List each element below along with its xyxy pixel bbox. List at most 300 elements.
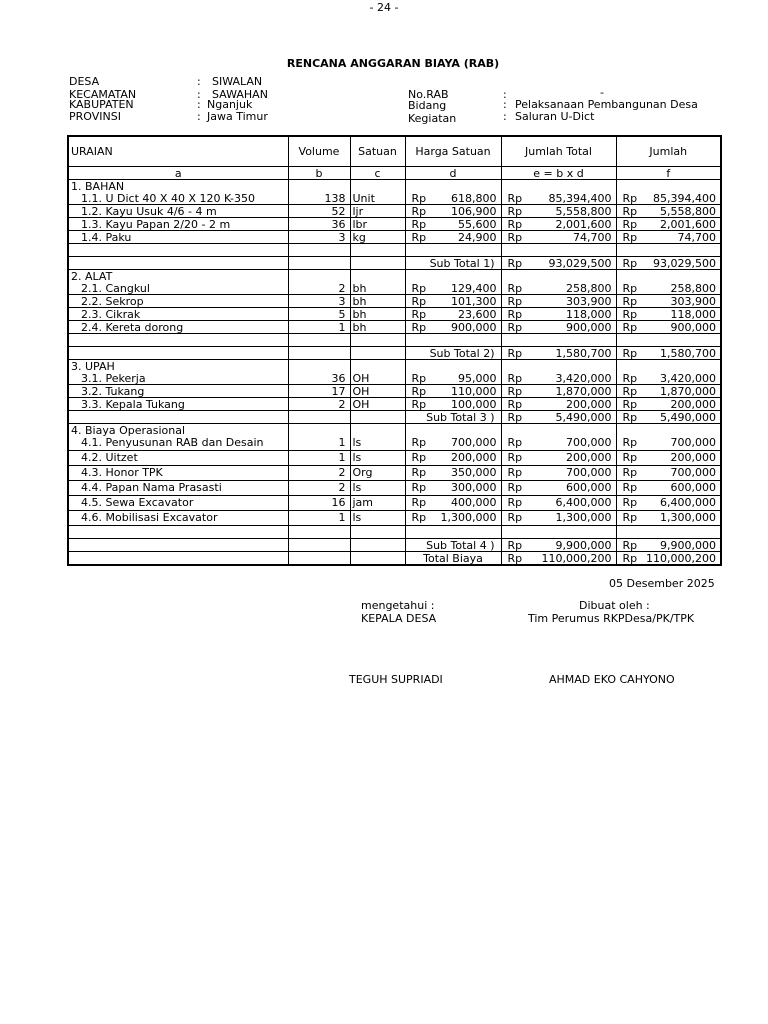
table-row (68, 372, 721, 385)
currency-label: Rp (622, 538, 638, 552)
currency-label: Rp (411, 294, 427, 308)
currency-label: Rp (622, 192, 638, 205)
item-jumlah-value: 303,900 (670, 294, 716, 308)
currency-label: Rp (507, 466, 523, 479)
currency-label: Rp (411, 282, 427, 295)
currency-label: Rp (622, 294, 638, 308)
item-uraian: 4.1. Penyusunan RAB dan Desain (68, 436, 288, 451)
item-jumlah (616, 481, 721, 496)
item-satuan: OH (350, 372, 405, 385)
subtotal-total-value: 1,580,700 (555, 346, 612, 360)
item-total-value: 900,000 (566, 320, 612, 334)
item-volume: 1 (288, 511, 350, 526)
item-total-value: 3,420,000 (555, 372, 612, 385)
header-label-provinsi: PROVINSI (69, 110, 121, 123)
currency-label: Rp (622, 230, 638, 244)
item-jumlah-value: 700,000 (670, 466, 716, 479)
empty-cell (405, 526, 501, 539)
currency-label: Rp (622, 410, 638, 424)
item-uraian: 4.4. Papan Nama Prasasti (68, 481, 288, 496)
item-jumlah-value: 118,000 (670, 307, 716, 321)
table-row (68, 192, 721, 205)
subtotal-total (501, 539, 616, 552)
header-value-kabupaten: Nganjuk (207, 98, 253, 111)
header-sep: : (197, 98, 201, 111)
empty-cell (405, 334, 501, 347)
empty-cell (68, 552, 288, 566)
currency-label: Rp (507, 397, 523, 411)
currency-label: Rp (507, 384, 523, 398)
item-satuan: Unit (350, 192, 405, 205)
item-satuan: ljr (350, 205, 405, 218)
empty-cell (350, 552, 405, 566)
empty-cell (616, 180, 721, 193)
item-satuan: bh (350, 282, 405, 295)
currency-label: Rp (411, 481, 427, 494)
empty-cell (288, 270, 350, 283)
col-letter: e = b x d (501, 167, 616, 180)
header-sep: : (197, 88, 201, 101)
empty-cell (501, 526, 616, 539)
item-satuan: bh (350, 321, 405, 334)
col-header-satuan: Satuan (350, 136, 405, 167)
item-volume: 2 (288, 398, 350, 411)
subtotal-jumlah-value: 1,580,700 (660, 346, 716, 360)
currency-label: Rp (507, 192, 523, 205)
item-jumlah-value: 600,000 (670, 481, 716, 494)
empty-cell (350, 257, 405, 270)
section-title: 4. Biaya Operasional (68, 424, 288, 437)
empty-cell (68, 411, 288, 424)
empty-cell (501, 360, 616, 373)
item-volume: 5 (288, 308, 350, 321)
empty-cell (68, 257, 288, 270)
item-total-value: 118,000 (566, 307, 612, 321)
currency-label: Rp (622, 204, 638, 218)
subtotal-jumlah-value: 9,900,000 (660, 538, 716, 552)
currency-label: Rp (622, 481, 638, 494)
empty-cell (350, 334, 405, 347)
currency-label: Rp (507, 436, 523, 449)
table-row (68, 295, 721, 308)
currency-label: Rp (411, 496, 427, 509)
item-uraian: 3.2. Tukang (68, 385, 288, 398)
item-harga (405, 218, 501, 231)
item-jumlah (616, 321, 721, 334)
item-satuan: lbr (350, 218, 405, 231)
currency-label: Rp (411, 217, 427, 231)
col-letter: c (350, 167, 405, 180)
section-heading-row (68, 424, 721, 437)
empty-cell (501, 244, 616, 257)
item-harga (405, 295, 501, 308)
empty-cell (288, 411, 350, 424)
currency-label: Rp (507, 230, 523, 244)
table-row (68, 511, 721, 526)
currency-label: Rp (411, 320, 427, 334)
currency-label: Rp (622, 466, 638, 479)
currency-label: Rp (507, 256, 523, 270)
signature-date: 05 Desember 2025 (609, 577, 715, 590)
item-total-value: 303,900 (566, 294, 612, 308)
empty-cell (350, 539, 405, 552)
currency-label: Rp (411, 451, 427, 464)
subtotal-jumlah-value: 93,029,500 (653, 256, 716, 270)
item-total (501, 231, 616, 244)
item-jumlah-value: 6,400,000 (660, 496, 716, 509)
empty-cell (405, 424, 501, 437)
section-title: 2. ALAT (68, 270, 288, 283)
left-signature-name: TEGUH SUPRIADI (349, 673, 443, 686)
currency-label: Rp (622, 384, 638, 398)
item-jumlah (616, 372, 721, 385)
item-total-value: 700,000 (566, 466, 612, 479)
item-harga-value: 300,000 (451, 481, 497, 494)
subtotal-jumlah (616, 257, 721, 270)
empty-cell (68, 526, 288, 539)
blank-row (68, 244, 721, 257)
subtotal-jumlah (616, 539, 721, 552)
currency-label: Rp (507, 320, 523, 334)
item-jumlah (616, 192, 721, 205)
col-letter: a (68, 167, 288, 180)
item-satuan: kg (350, 231, 405, 244)
item-total-value: 6,400,000 (555, 496, 612, 509)
item-jumlah (616, 295, 721, 308)
item-uraian: 2.1. Cangkul (68, 282, 288, 295)
item-satuan: OH (350, 385, 405, 398)
empty-cell (350, 270, 405, 283)
table-row (68, 496, 721, 511)
item-volume: 36 (288, 372, 350, 385)
item-jumlah (616, 282, 721, 295)
item-jumlah (616, 385, 721, 398)
currency-label: Rp (507, 294, 523, 308)
rab-table-body (68, 180, 721, 566)
item-jumlah-value: 258,800 (670, 282, 716, 295)
empty-cell (405, 270, 501, 283)
blank-row (68, 526, 721, 539)
header-value-provinsi: Jawa Timur (207, 110, 268, 123)
item-jumlah (616, 205, 721, 218)
empty-cell (350, 244, 405, 257)
item-total (501, 496, 616, 511)
item-uraian: 2.4. Kereta dorong (68, 321, 288, 334)
table-row (68, 436, 721, 451)
item-total-value: 200,000 (566, 451, 612, 464)
item-jumlah (616, 398, 721, 411)
subtotal-row (68, 347, 721, 360)
item-harga-value: 129,400 (451, 282, 497, 295)
currency-label: Rp (411, 436, 427, 449)
currency-label: Rp (411, 466, 427, 479)
item-uraian: 2.3. Cikrak (68, 308, 288, 321)
table-row (68, 466, 721, 481)
item-harga-value: 23,600 (458, 307, 497, 321)
item-harga (405, 205, 501, 218)
currency-label: Rp (622, 496, 638, 509)
item-harga (405, 385, 501, 398)
item-uraian: 4.3. Honor TPK (68, 466, 288, 481)
item-harga-value: 110,000 (451, 384, 497, 398)
col-letter: b (288, 167, 350, 180)
empty-cell (350, 526, 405, 539)
item-volume: 138 (288, 192, 350, 205)
header-sep: : (197, 110, 201, 123)
item-harga-value: 400,000 (451, 496, 497, 509)
item-harga (405, 398, 501, 411)
item-jumlah-value: 700,000 (670, 436, 716, 449)
empty-cell (405, 180, 501, 193)
empty-cell (501, 270, 616, 283)
empty-cell (288, 539, 350, 552)
item-total-value: 2,001,600 (555, 217, 612, 231)
subtotal-label: Sub Total 3 ) (405, 411, 501, 424)
rab-table (67, 135, 722, 566)
item-jumlah-value: 1,870,000 (660, 384, 716, 398)
empty-cell (288, 552, 350, 566)
total-total (501, 552, 616, 566)
item-total-value: 85,394,400 (548, 192, 612, 205)
right-signature-role: Tim Perumus RKPDesa/PK/TPK (528, 612, 695, 625)
empty-cell (288, 257, 350, 270)
item-volume: 2 (288, 282, 350, 295)
item-harga (405, 321, 501, 334)
item-uraian: 1.1. U Dict 40 X 40 X 120 K-350 (68, 192, 288, 205)
col-letter: f (616, 167, 721, 180)
currency-label: Rp (507, 217, 523, 231)
item-uraian: 1.3. Kayu Papan 2/20 - 2 m (68, 218, 288, 231)
item-jumlah (616, 511, 721, 526)
item-total-value: 700,000 (566, 436, 612, 449)
item-total (501, 398, 616, 411)
table-header-row (68, 136, 721, 167)
item-volume: 1 (288, 321, 350, 334)
currency-label: Rp (411, 204, 427, 218)
empty-cell (501, 334, 616, 347)
item-jumlah (616, 231, 721, 244)
item-jumlah (616, 466, 721, 481)
currency-label: Rp (507, 346, 523, 360)
empty-cell (616, 526, 721, 539)
item-satuan: ls (350, 451, 405, 466)
item-total-value: 1,300,000 (555, 511, 612, 524)
header-sep: : (197, 75, 201, 88)
subtotal-row (68, 257, 721, 270)
item-jumlah (616, 496, 721, 511)
currency-label: Rp (411, 307, 427, 321)
item-satuan: jam (350, 496, 405, 511)
item-jumlah-value: 200,000 (670, 397, 716, 411)
item-jumlah (616, 308, 721, 321)
total-total-value: 110,000,200 (541, 551, 612, 565)
currency-label: Rp (622, 282, 638, 295)
header-sep: : (503, 110, 507, 123)
item-total (501, 481, 616, 496)
empty-cell (288, 360, 350, 373)
item-total (501, 205, 616, 218)
currency-label: Rp (622, 372, 638, 385)
item-jumlah-value: 5,558,800 (660, 204, 716, 218)
header-value-desa: SIWALAN (212, 75, 263, 88)
empty-cell (501, 424, 616, 437)
item-harga-value: 106,900 (451, 204, 497, 218)
empty-cell (288, 424, 350, 437)
table-row (68, 282, 721, 295)
item-harga-value: 618,800 (451, 192, 497, 205)
currency-label: Rp (622, 511, 638, 524)
table-row (68, 218, 721, 231)
item-volume: 2 (288, 481, 350, 496)
item-total (501, 436, 616, 451)
col-header-volume: Volume (288, 136, 350, 167)
item-satuan: OH (350, 398, 405, 411)
header-label-kecamatan: KECAMATAN (69, 88, 137, 101)
table-row (68, 451, 721, 466)
subtotal-jumlah (616, 347, 721, 360)
item-jumlah (616, 451, 721, 466)
currency-label: Rp (622, 436, 638, 449)
currency-label: Rp (507, 496, 523, 509)
header-value-kecamatan: SAWAHAN (212, 88, 268, 101)
empty-cell (501, 180, 616, 193)
total-label: Total Biaya (405, 552, 501, 566)
empty-cell (616, 360, 721, 373)
empty-cell (288, 526, 350, 539)
item-harga-value: 200,000 (451, 451, 497, 464)
left-signature-caption: mengetahui : (361, 599, 435, 612)
item-jumlah-value: 2,001,600 (660, 217, 716, 231)
subtotal-total (501, 347, 616, 360)
table-row (68, 205, 721, 218)
currency-label: Rp (411, 384, 427, 398)
right-signature-caption: Dibuat oleh : (579, 599, 650, 612)
item-volume: 1 (288, 451, 350, 466)
currency-label: Rp (622, 346, 638, 360)
item-harga (405, 451, 501, 466)
currency-label: Rp (507, 282, 523, 295)
item-harga-value: 101,300 (451, 294, 497, 308)
item-harga-value: 900,000 (451, 320, 497, 334)
item-uraian: 1.4. Paku (68, 231, 288, 244)
blank-row (68, 334, 721, 347)
item-volume: 52 (288, 205, 350, 218)
item-total-value: 74,700 (573, 230, 612, 244)
item-harga (405, 496, 501, 511)
item-volume: 17 (288, 385, 350, 398)
item-total (501, 308, 616, 321)
empty-cell (405, 244, 501, 257)
item-jumlah-value: 900,000 (670, 320, 716, 334)
currency-label: Rp (411, 192, 427, 205)
empty-cell (616, 334, 721, 347)
item-uraian: 4.5. Sewa Excavator (68, 496, 288, 511)
section-heading-row (68, 270, 721, 283)
item-total (501, 282, 616, 295)
item-harga (405, 372, 501, 385)
item-harga (405, 308, 501, 321)
item-total (501, 192, 616, 205)
item-total-value: 5,558,800 (555, 204, 612, 218)
currency-label: Rp (622, 451, 638, 464)
empty-cell (350, 411, 405, 424)
item-jumlah-value: 1,300,000 (660, 511, 716, 524)
item-uraian: 3.3. Kepala Tukang (68, 398, 288, 411)
item-harga (405, 192, 501, 205)
item-total (501, 218, 616, 231)
col-header-jumlah-total: Jumlah Total (501, 136, 616, 167)
subtotal-label: Sub Total 4 ) (405, 539, 501, 552)
empty-cell (68, 347, 288, 360)
item-volume: 3 (288, 295, 350, 308)
item-total (501, 385, 616, 398)
currency-label: Rp (622, 320, 638, 334)
col-header-harga: Harga Satuan (405, 136, 501, 167)
header-sep: : (503, 88, 507, 101)
item-satuan: bh (350, 295, 405, 308)
subtotal-total (501, 411, 616, 424)
item-total (501, 321, 616, 334)
section-title: 3. UPAH (68, 360, 288, 373)
empty-cell (350, 360, 405, 373)
header-label-no-rab: No.RAB (408, 88, 449, 101)
empty-cell (288, 334, 350, 347)
item-satuan: ls (350, 511, 405, 526)
header-label-desa: DESA (69, 75, 100, 88)
item-harga (405, 511, 501, 526)
subtotal-total-value: 9,900,000 (555, 538, 612, 552)
page-number: - 24 - (369, 1, 399, 14)
header-value-bidang: Pelaksanaan Pembangunan Desa (515, 98, 698, 111)
empty-cell (288, 244, 350, 257)
section-heading-row (68, 360, 721, 373)
subtotal-row (68, 411, 721, 424)
subtotal-total (501, 257, 616, 270)
col-letter: d (405, 167, 501, 180)
item-uraian: 4.2. Uitzet (68, 451, 288, 466)
left-signature-role: KEPALA DESA (361, 612, 437, 625)
table-row (68, 385, 721, 398)
header-value-kegiatan: Saluran U-Dict (515, 110, 595, 123)
total-row (68, 552, 721, 566)
empty-cell (68, 334, 288, 347)
item-total (501, 466, 616, 481)
item-jumlah (616, 436, 721, 451)
item-harga (405, 481, 501, 496)
item-total (501, 511, 616, 526)
currency-label: Rp (622, 397, 638, 411)
col-header-uraian: URAIAN (68, 136, 288, 167)
header-label-kabupaten: KABUPATEN (69, 98, 134, 111)
subtotal-total-value: 93,029,500 (548, 256, 612, 270)
currency-label: Rp (507, 481, 523, 494)
column-letter-row (68, 167, 721, 180)
total-jumlah (616, 552, 721, 566)
item-harga-value: 1,300,000 (440, 511, 497, 524)
currency-label: Rp (411, 372, 427, 385)
item-jumlah-value: 3,420,000 (660, 372, 716, 385)
subtotal-label: Sub Total 1) (405, 257, 501, 270)
currency-label: Rp (411, 230, 427, 244)
currency-label: Rp (411, 397, 427, 411)
item-uraian: 2.2. Sekrop (68, 295, 288, 308)
empty-cell (616, 270, 721, 283)
currency-label: Rp (622, 217, 638, 231)
item-harga (405, 282, 501, 295)
item-volume: 2 (288, 466, 350, 481)
item-satuan: ls (350, 481, 405, 496)
item-volume: 3 (288, 231, 350, 244)
